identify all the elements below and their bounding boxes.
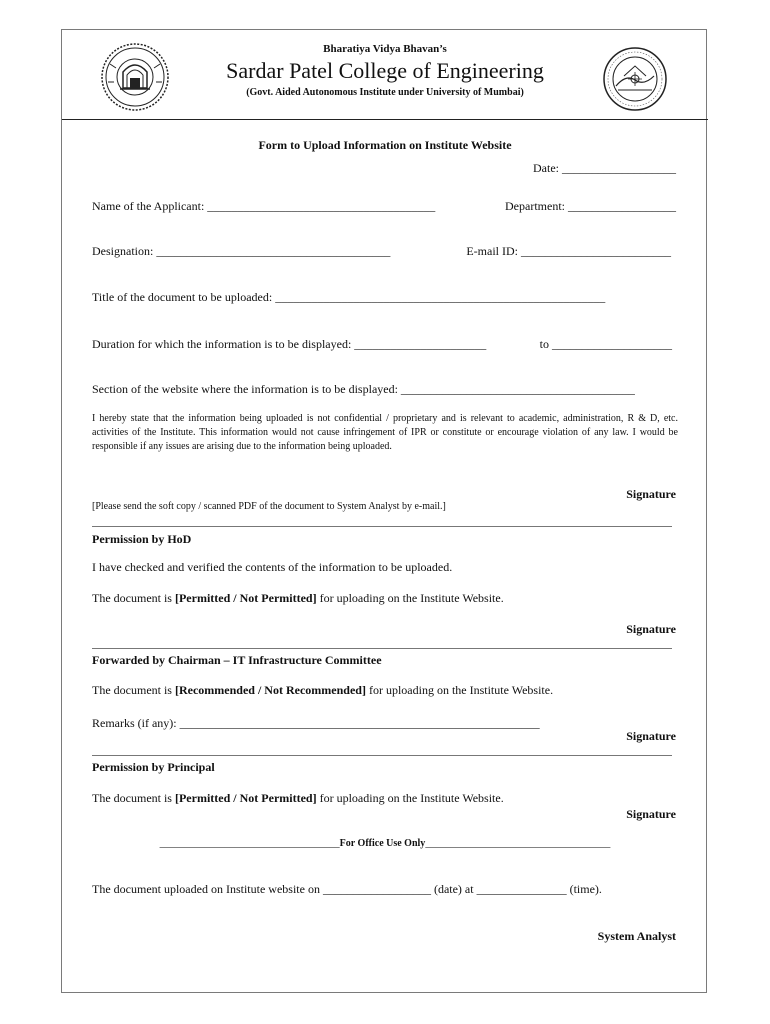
date-field[interactable]: Date: ___________________: [533, 161, 676, 175]
section-divider: [92, 755, 672, 756]
society-name: Bharatiya Vidya Bhavan’s: [323, 43, 447, 55]
hod-permission-text: [92, 591, 504, 606]
email-field[interactable]: E-mail ID: _________________________: [466, 244, 671, 258]
spce-seal-icon: [602, 46, 668, 112]
office-use-left-line: ____________________________________: [159, 838, 340, 849]
principal-suffix: for uploading on the Institute Website.: [316, 791, 504, 805]
remarks-field[interactable]: Remarks (if any): ____________________________________________________________: [92, 716, 540, 730]
department-field[interactable]: Department: __________________: [505, 199, 676, 213]
website-section-field[interactable]: Section of the website where the information is to be displayed: _______________________________________: [92, 382, 635, 396]
office-use-right-line: _____________________________________: [425, 838, 611, 849]
office-use-label: For Office Use Only: [339, 838, 426, 849]
principal-permission-text: [92, 791, 504, 806]
principal-prefix: The document is: [92, 791, 175, 805]
chairman-prefix: The document is: [92, 683, 175, 697]
chairman-signature: Signature: [626, 729, 676, 743]
chairman-heading: Forwarded by Chairman – IT Infrastructure Committee: [92, 653, 382, 667]
college-name: Sardar Patel College of Engineering: [226, 58, 544, 83]
hod-signature: Signature: [626, 622, 676, 636]
form-title: Form to Upload Information on Institute Website: [258, 138, 512, 152]
section-divider: [92, 648, 672, 649]
chairman-recommendation-text: [92, 683, 553, 698]
document-title-field[interactable]: Title of the document to be uploaded: _______________________________________________________: [92, 290, 606, 304]
principal-heading: Permission by Principal: [92, 760, 215, 774]
hod-prefix: The document is: [92, 591, 175, 605]
chairman-suffix: for uploading on the Institute Website.: [365, 683, 554, 697]
duration-from-field[interactable]: Duration for which the information is to be displayed: ______________________: [92, 337, 487, 351]
hod-choice[interactable]: [Permitted / Not Permitted]: [174, 591, 317, 605]
system-analyst-signature: System Analyst: [597, 929, 676, 943]
upload-record-field[interactable]: The document uploaded on Institute website on __________________ (date) at _______________ (time).: [92, 882, 602, 896]
form-page: [61, 29, 707, 993]
duration-to-field[interactable]: to ____________________: [539, 337, 672, 351]
hod-suffix: for uploading on the Institute Website.: [316, 591, 504, 605]
softcopy-note: [Please send the soft copy / scanned PDF of the document to System Analyst by e-mail.]: [92, 501, 446, 512]
applicant-name-field[interactable]: Name of the Applicant: ______________________________________: [92, 199, 436, 213]
chairman-choice[interactable]: [Recommended / Not Recommended]: [174, 683, 366, 697]
declaration-text: I hereby state that the information being uploaded is not confidential / proprietary and is relevant to academic, administration, R & D, etc. activities of the Institute. This information would not cause infringement of IPR or constitute or encourage violation of any law. I would be responsible if any issues are arising due to the information being uploaded.: [92, 413, 678, 452]
hod-heading: Permission by HoD: [92, 532, 192, 546]
designation-field[interactable]: Designation: _______________________________________: [92, 244, 391, 258]
section-divider: [92, 526, 672, 527]
header-divider: [62, 119, 708, 120]
principal-choice[interactable]: [Permitted / Not Permitted]: [174, 791, 317, 805]
office-use-row: [92, 838, 678, 849]
affiliation-text: (Govt. Aided Autonomous Institute under University of Mumbai): [246, 87, 524, 98]
hod-verification-text: I have checked and verified the contents of the information to be uploaded.: [92, 560, 453, 574]
applicant-signature: Signature: [626, 487, 676, 501]
principal-signature: Signature: [626, 807, 676, 821]
